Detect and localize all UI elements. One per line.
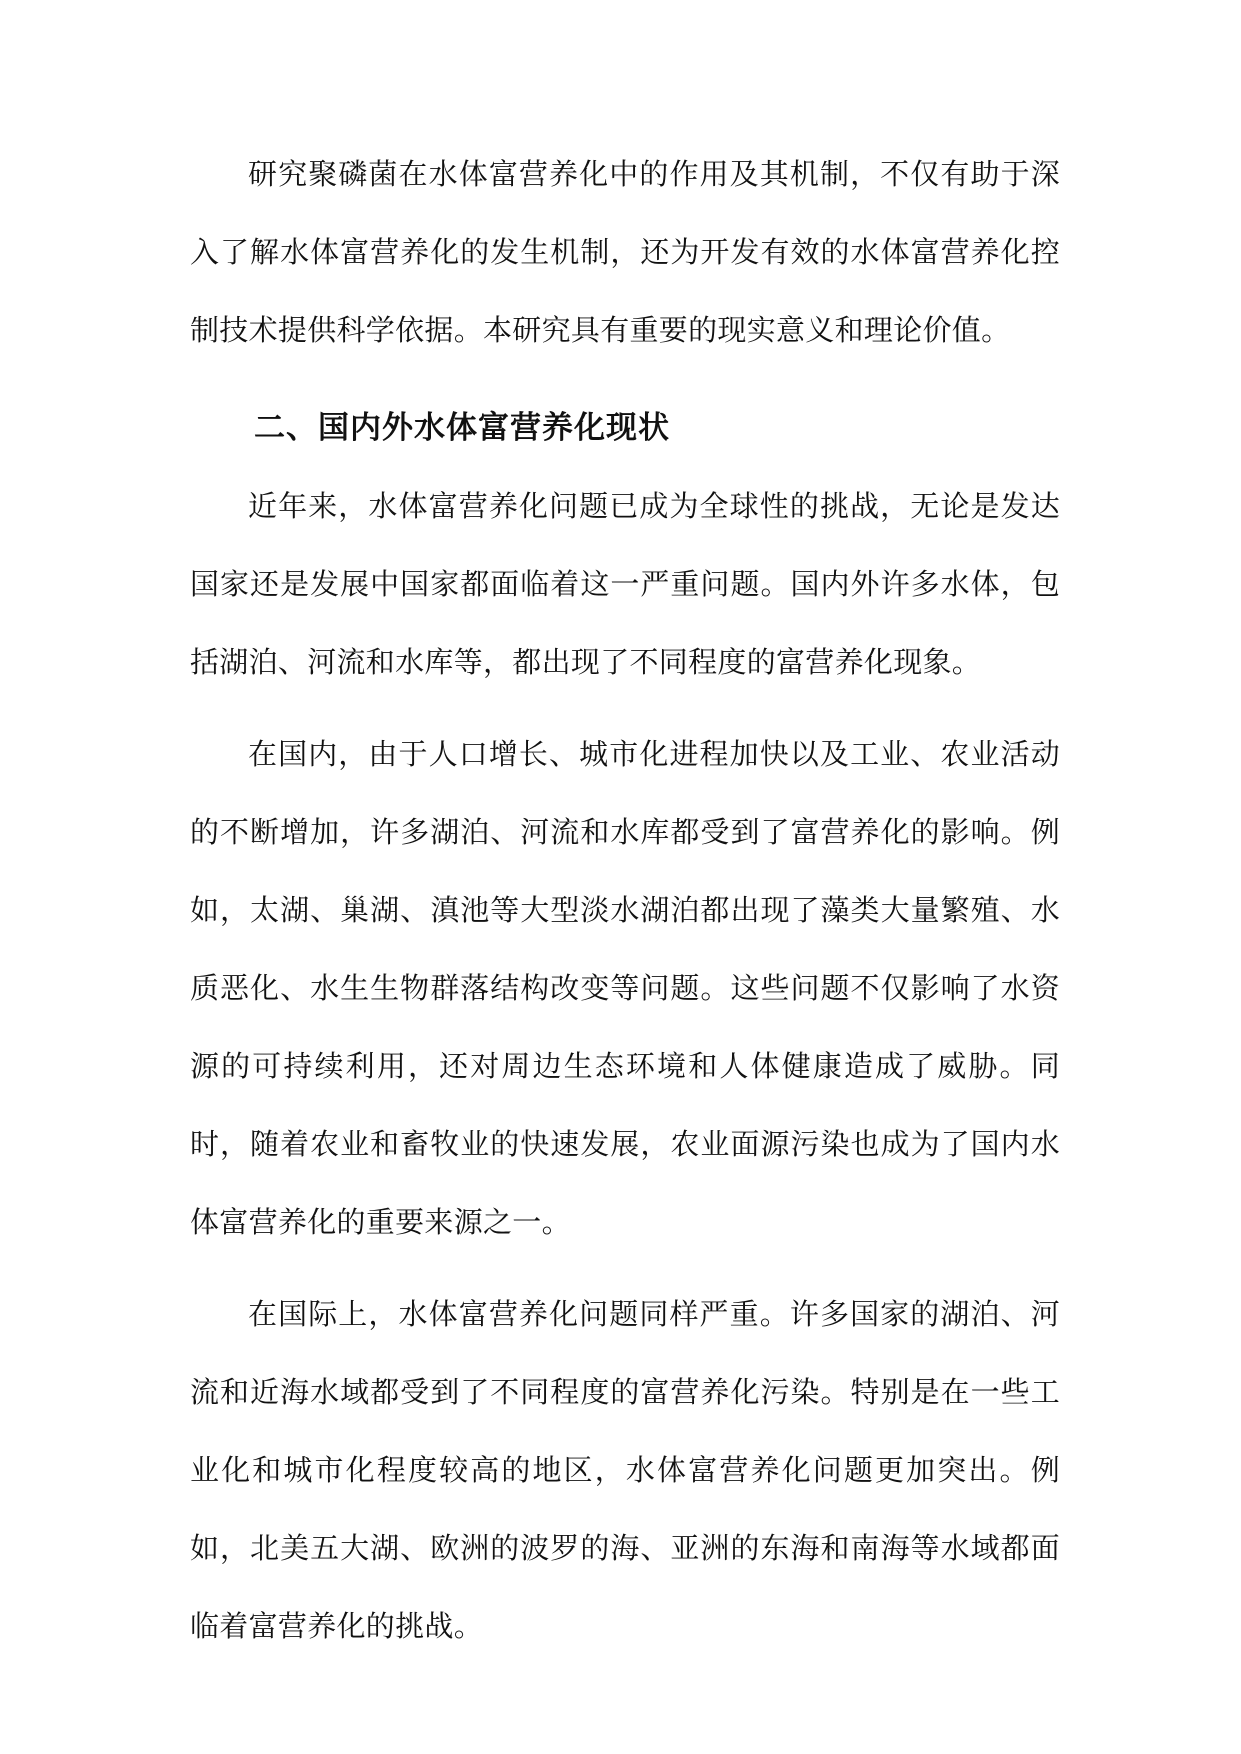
intro-paragraph: 研究聚磷菌在水体富营养化中的作用及其机制，不仅有助于深入了解水体富营养化的发生机制，还为开发有效的水体富营养化控制技术提供科学依据。本研究具有重要的现实意义和理论价值。: [190, 157, 1060, 347]
document-body: [190, 135, 1060, 1665]
body-paragraph-1: 近年来，水体富营养化问题已成为全球性的挑战，无论是发达国家还是发展中国家都面临着这一严重问题。国内外许多水体，包括湖泊、河流和水库等，都出现了不同程度的富营养化现象。: [190, 489, 1060, 679]
section-heading: 二、国内外水体富营养化现状: [254, 410, 670, 446]
body-paragraph-2: 在国内，由于人口增长、城市化进程加快以及工业、农业活动的不断增加，许多湖泊、河流和水库都受到了富营养化的影响。例如，太湖、巢湖、滇池等大型淡水湖泊都出现了藻类大量繁殖、水质恶化、水生生物群落结构改变等问题。这些问题不仅影响了水资源的可持续利用，还对周边生态环境和人体健康造成了威胁。同时，随着农业和畜牧业的快速发展，农业面源污染也成为了国内水体富营养化的重要来源之一。: [190, 737, 1060, 1239]
body-paragraph-3: 在国际上，水体富营养化问题同样严重。许多国家的湖泊、河流和近海水域都受到了不同程度的富营养化污染。特别是在一些工业化和城市化程度较高的地区，水体富营养化问题更加突出。例如，北美五大湖、欧洲的波罗的海、亚洲的东海和南海等水域都面临着富营养化的挑战。: [190, 1297, 1060, 1643]
